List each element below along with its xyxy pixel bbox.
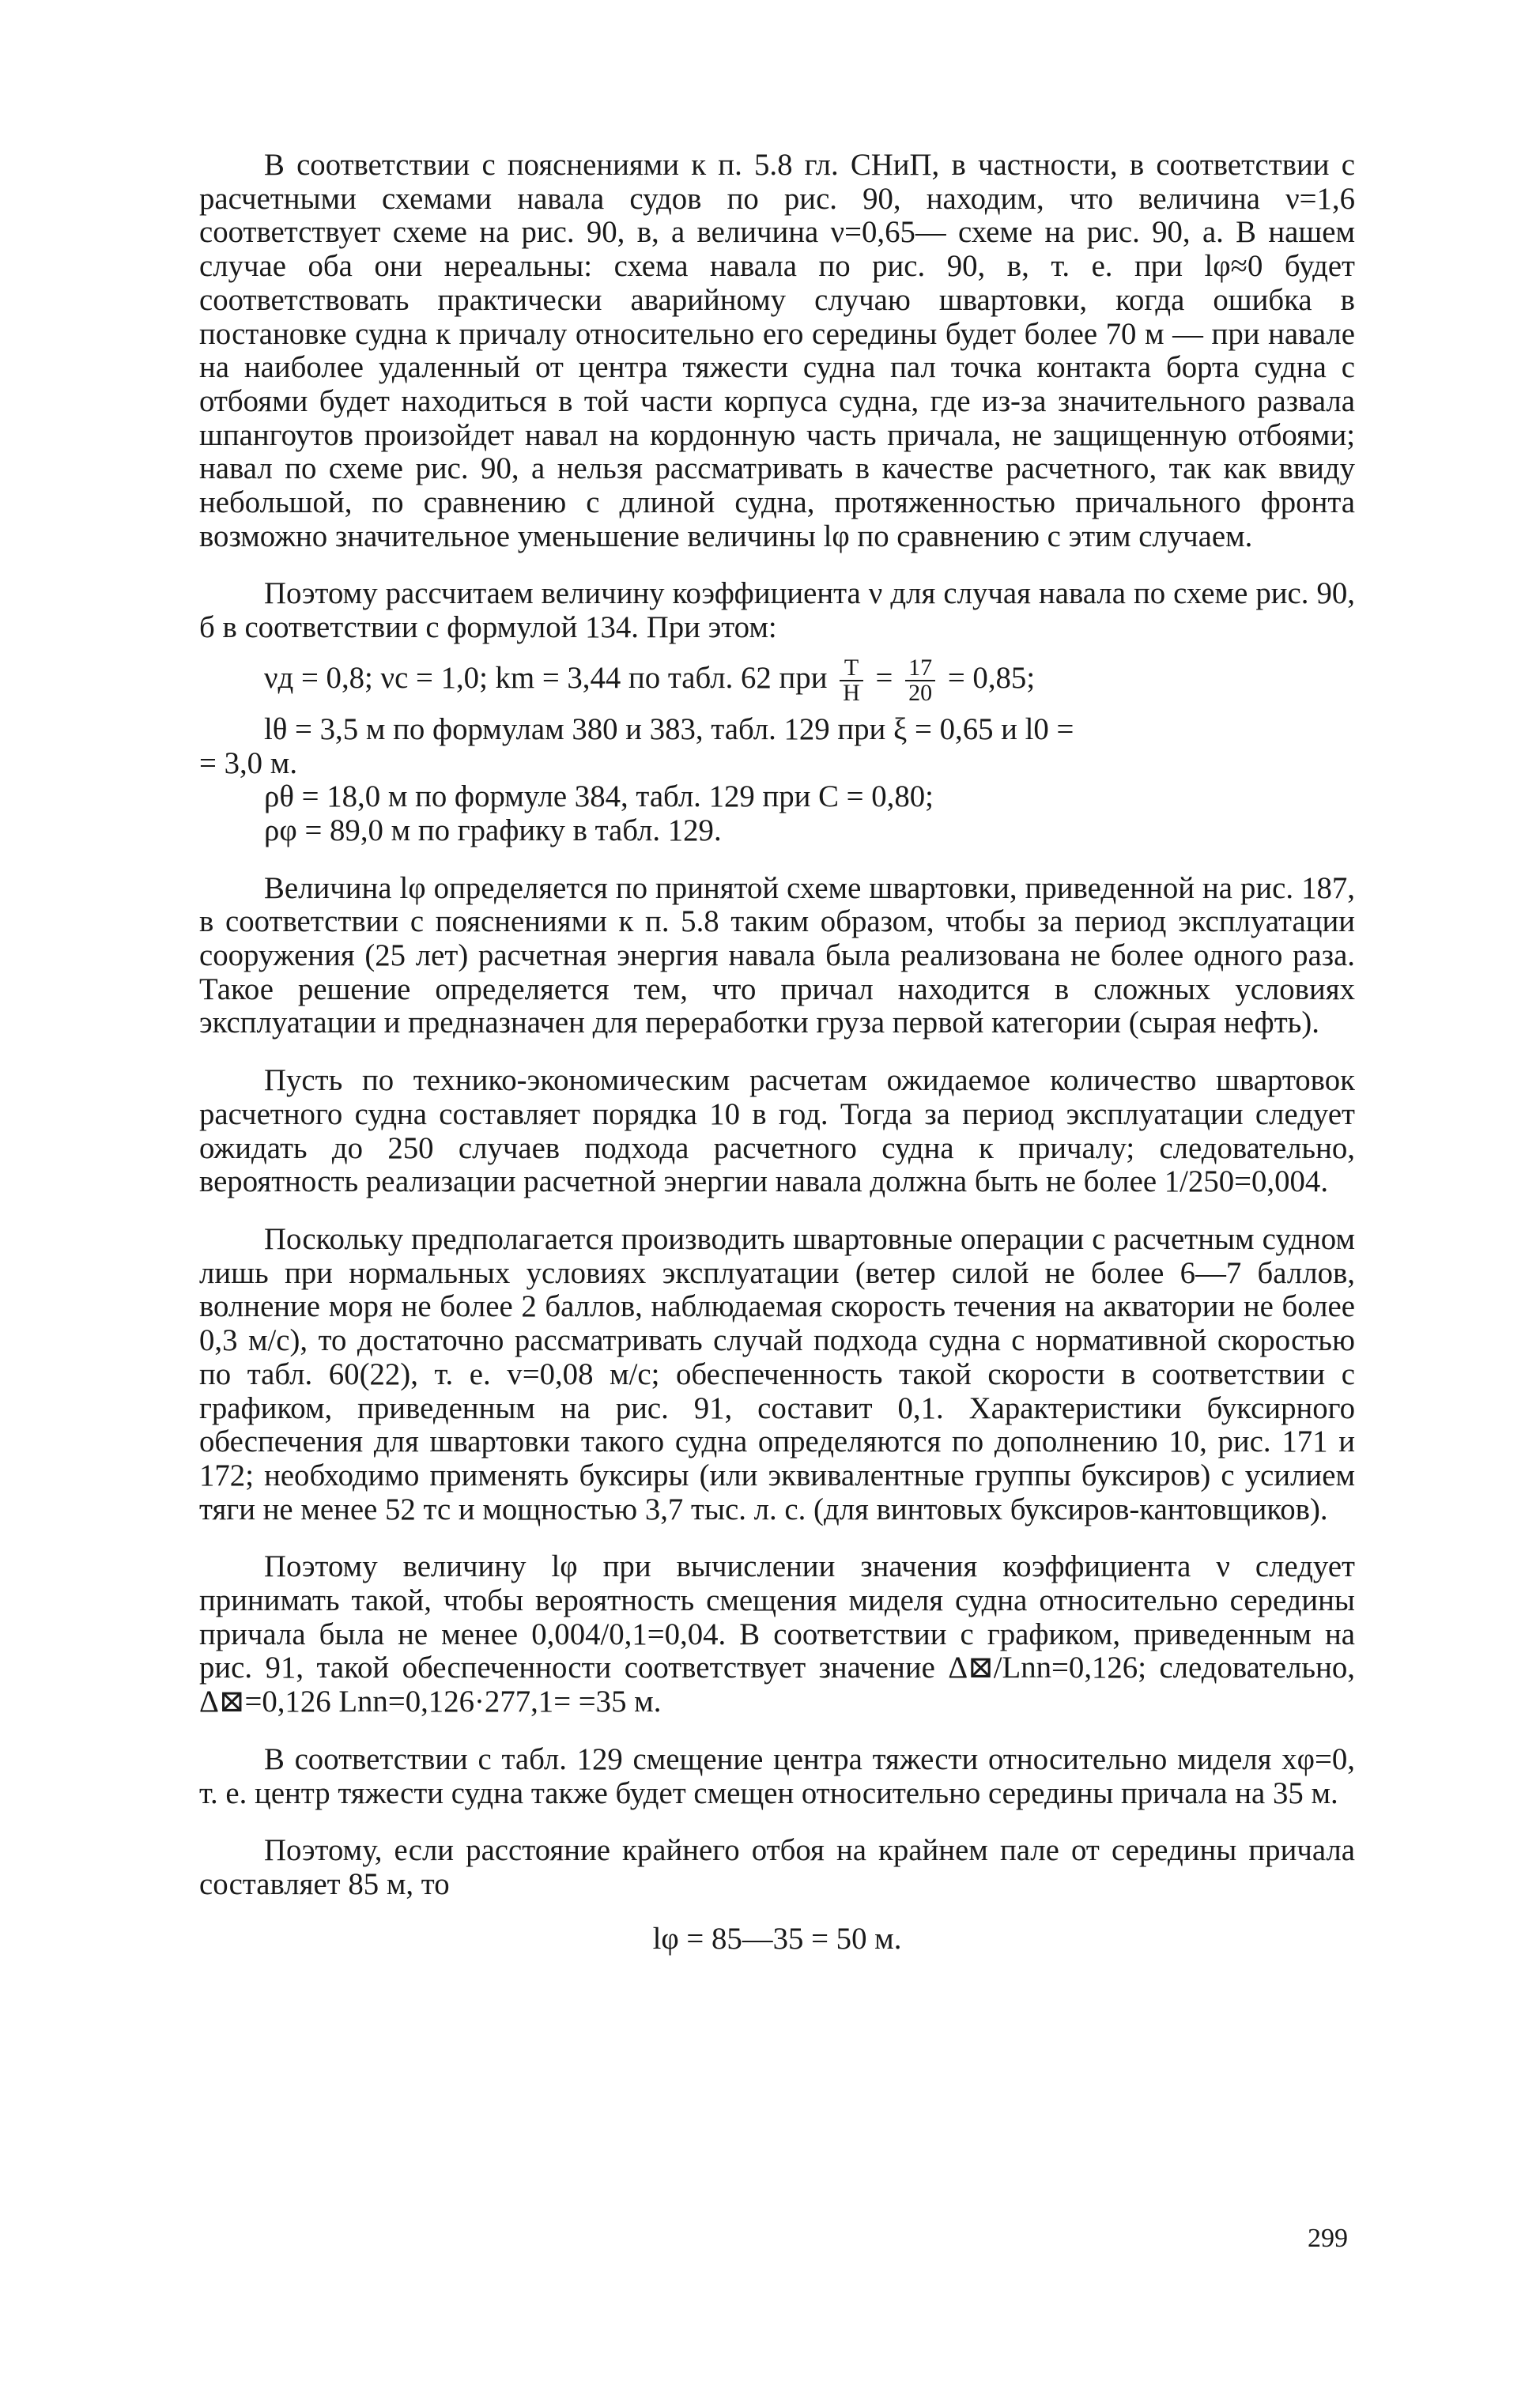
paragraph-8: Поэтому, если расстояние крайнего отбоя на крайнем пале от середины причала составляет 85 м, то: [199, 1833, 1355, 1901]
formula-1-left: νд = 0,8; νс = 1,0; km = 3,44 по табл. 62 при: [264, 660, 828, 695]
paragraph-5: Поскольку предполагается производить швартовные операции с расчетным судном лишь при нормальных условиях эксплуатации (ветер силой не более 6—7 баллов, волнение моря не более 2 баллов, наблюдаемая скорость течения на акватории не более 0,3 м/с), то достаточно рассматривать случай подхода судна с нормативной скоростью по табл. 60(22), т. е. v=0,08 м/с; обеспеченность такой скорости в соответствии с графиком, приведенным на рис. 91, составит 0,1. Характеристики буксирного обеспечения для швартовки такого судна определяются по дополнению 10, рис. 171 и 172; необходимо применять буксиры (или эквивалентные группы буксиров) с усилием тяги не менее 52 тс и мощностью 3,7 тыс. л. с. (для винтовых буксиров-кантовщиков).: [199, 1221, 1355, 1526]
page-number: 299: [1308, 2224, 1348, 2253]
formula-line-2b: = 3,0 м.: [199, 745, 298, 780]
fraction-t-over-h: [840, 656, 863, 705]
paragraph-7: В соответствии с табл. 129 смещение центра тяжести относительно миделя xφ=0, т. е. центр тяжести судна также будет смещен относительно середины причала на 35 м.: [199, 1741, 1355, 1810]
paragraph-3: Величина lφ определяется по принятой схеме швартовки, приведенной на рис. 187, в соответствии с пояснениями к п. 5.8 таким образом, чтобы за период эксплуатации сооружения (25 лет) расчетная энергия навала была реализована не более одного раза. Такое решение определяется тем, что причал находится в сложных условиях эксплуатации и предназначен для переработки груза первой категории (сырая нефть).: [199, 870, 1355, 1040]
fraction-numerator: 17: [905, 656, 935, 681]
formula-1-equals: =: [875, 660, 893, 695]
paragraph-2: Поэтому рассчитаем величину коэффициента ν для случая навала по схеме рис. 90, б в соответствии с формулой 134. При этом:: [199, 576, 1355, 645]
paragraph-6: Поэтому величину lφ при вычислении значения коэффициента ν следует принимать такой, чтобы вероятность смещения миделя судна относительно середины причала была не менее 0,004/0,1=0,04. В соответствии с графиком, приведенным на рис. 91, такой обеспеченности соответствует значение Δ⊠/Lnn=0,126; следовательно, Δ⊠=0,126 Lnn=0,126·277,1= =35 м.: [199, 1549, 1355, 1719]
formula-line-4: ρφ = 89,0 м по графику в табл. 129.: [264, 813, 722, 847]
formula-line-1: [199, 656, 1355, 705]
final-formula: lφ = 85—35 = 50 м.: [652, 1921, 902, 1956]
formula-1-right: = 0,85;: [947, 660, 1036, 695]
text-column: [199, 149, 1355, 1956]
fraction-denominator: H: [843, 679, 860, 706]
fraction-denominator: 20: [908, 679, 933, 706]
fraction-numerator: T: [840, 656, 863, 681]
paragraph-4: Пусть по технико-экономическим расчетам ожидаемое количество швартовок расчетного судна составляет порядка 10 в год. Тогда за период эксплуатации следует ожидать до 250 случаев подхода расчетного судна к причалу; следовательно, вероятность реализации расчетной энергии навала должна быть не более 1/250=0,004.: [199, 1063, 1355, 1199]
fraction-17-over-20: [905, 656, 935, 705]
formula-line-3: ρθ = 18,0 м по формуле 384, табл. 129 при C = 0,80;: [264, 779, 934, 814]
formula-line-2a: lθ = 3,5 м по формулам 380 и 383, табл. 129 при ξ = 0,65 и l0 =: [264, 711, 1074, 746]
paragraph-1: В соответствии с пояснениями к п. 5.8 гл. СНиП, в частности, в соответствии с расчетными схемами навала судов по рис. 90, находим, что величина ν=1,6 соответствует схеме на рис. 90, в, а величина ν=0,65— схеме на рис. 90, а. В нашем случае оба они нереальны: схема навала по рис. 90, в, т. е. при lφ≈0 будет соответствовать практически аварийному случаю швартовки, когда ошибка в постановке судна к причалу относительно его середины будет более 70 м — при навале на наиболее удаленный от центра тяжести судна пал точка контакта борта судна с отбоями будет находиться в той части корпуса судна, где из-за значительного развала шпангоутов произойдет навал на кордонную часть причала, не защищенную отбоями; навал по схеме рис. 90, а нельзя рассматривать в качестве расчетного, так как ввиду небольшой, по сравнению с длиной судна, протяженностью причального фронта возможно значительное уменьшение величины lφ по сравнению с этим случаем.: [199, 148, 1355, 553]
